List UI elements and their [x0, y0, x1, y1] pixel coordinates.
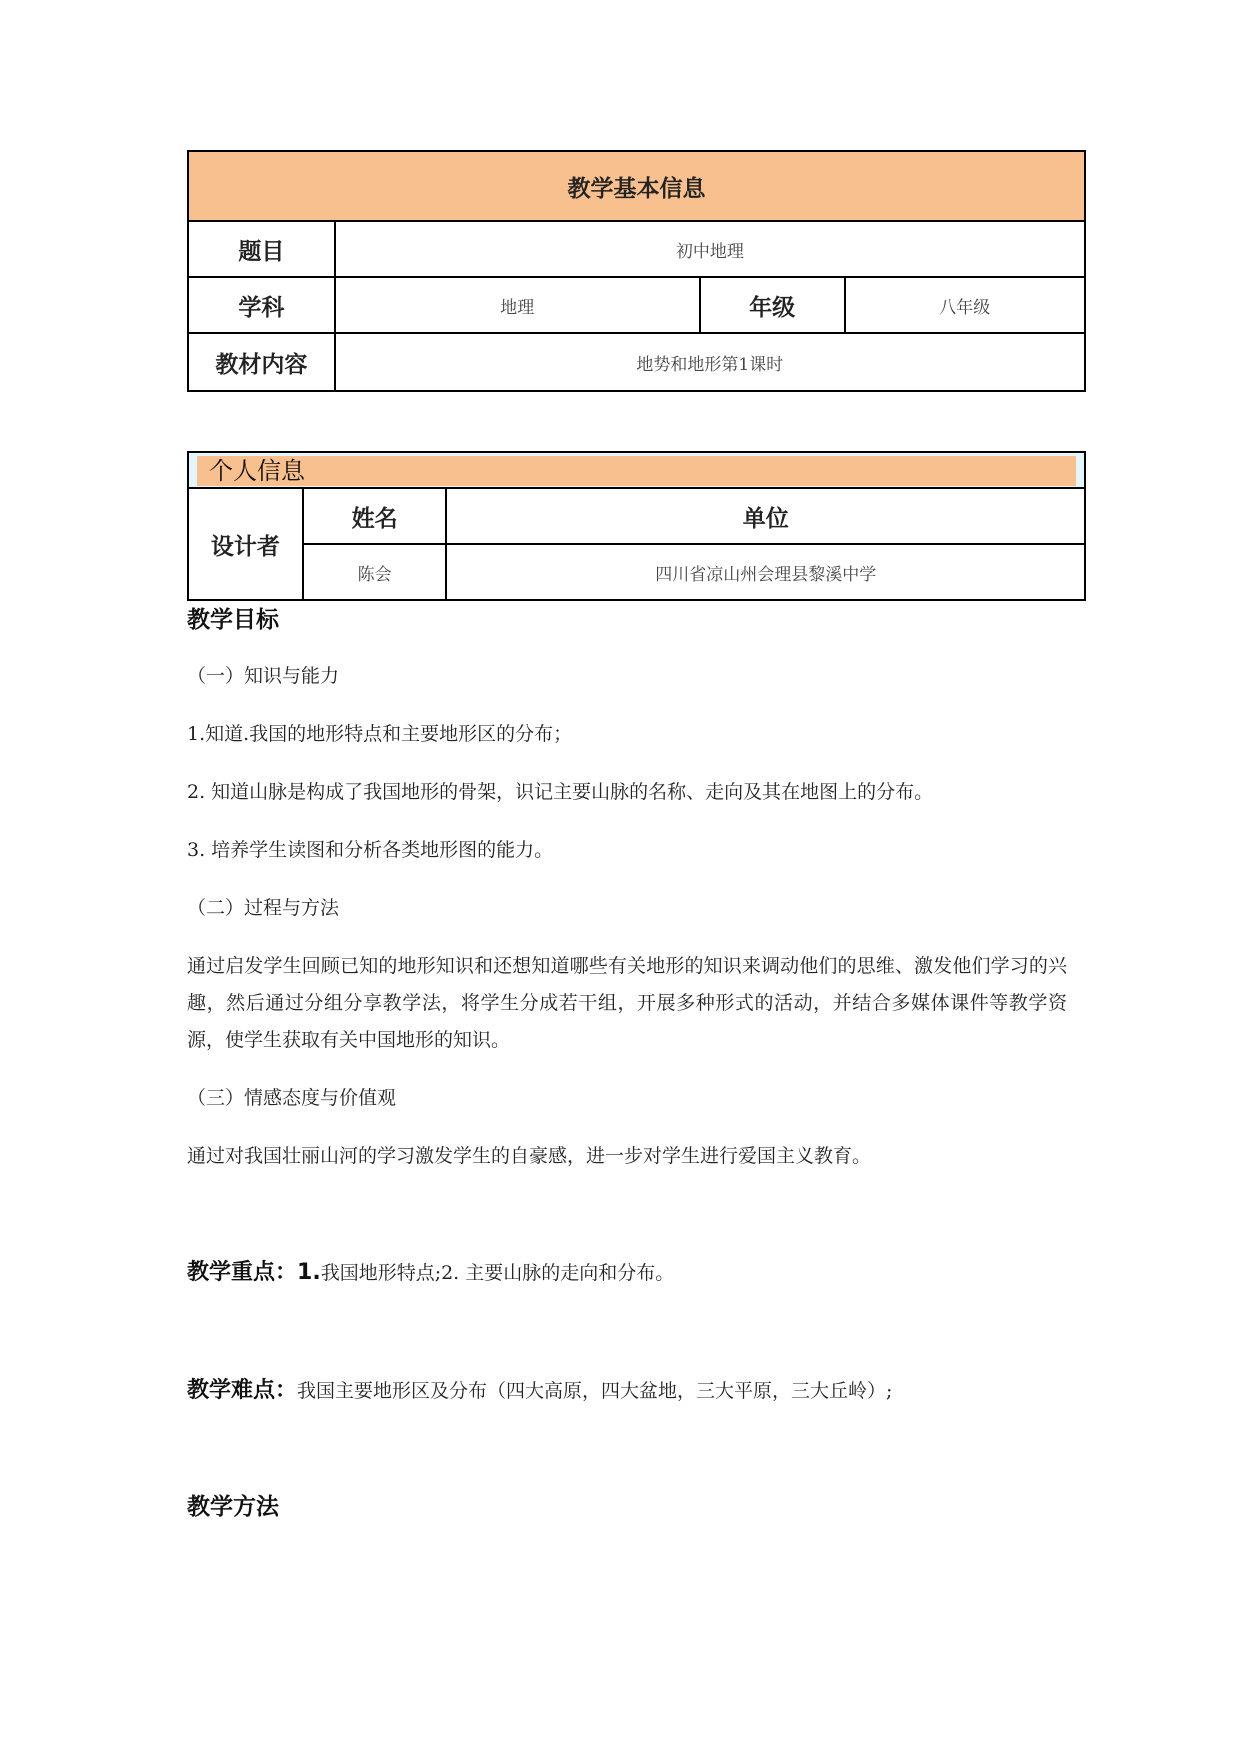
subject-value: 地理	[335, 277, 700, 333]
goals-para3: 通过对我国壮丽山河的学习激发学生的自豪感，进一步对学生进行爱国主义教育。	[187, 1145, 872, 1167]
difficulties-text: 我国主要地形区及分布（四大高原，四大盆地，三大平原，三大丘岭）;	[297, 1380, 893, 1402]
goals-item2: 2. 知道山脉是构成了我国地形的骨架，识记主要山脉的名称、走向及其在地图上的分布。	[187, 781, 934, 803]
goals-sub2: （二）过程与方法	[187, 897, 340, 919]
designer-label: 设计者	[188, 488, 303, 600]
difficulties-label: 教学难点：	[187, 1378, 298, 1403]
key-points-num: 1.	[297, 1260, 321, 1285]
personal-info-title-band	[197, 456, 1076, 486]
personal-info-title: 个人信息	[209, 457, 305, 485]
unit-value: 四川省凉山州会理县黎溪中学	[446, 544, 1085, 600]
grade-value: 八年级	[845, 277, 1085, 333]
personal-info-header-row	[188, 452, 1085, 488]
key-points-label: 教学重点：	[187, 1260, 298, 1285]
personal-info-table	[187, 451, 1086, 601]
methods-heading: 教学方法	[187, 1494, 279, 1520]
goals-item3: 3. 培养学生读图和分析各类地形图的能力。	[187, 839, 554, 861]
grade-label: 年级	[700, 277, 845, 333]
content-value: 地势和地形第1课时	[335, 333, 1085, 391]
goals-item1: 1.知道.我国的地形特点和主要地形区的分布；	[187, 723, 573, 745]
subject-label: 学科	[188, 277, 335, 333]
name-value: 陈会	[303, 544, 447, 600]
goals-heading: 教学目标	[187, 607, 279, 633]
goals-para2: 通过启发学生回顾已知的地形知识和还想知道哪些有关地形的知识来调动他们的思维、激发他们学习的兴趣，然后通过分组分享教学法，将学生分成若干组，开展多种形式的活动，并结合多媒体课件等教学资源，使学生获取有关中国地形的知识。	[187, 955, 1067, 1051]
goals-sub3: （三）情感态度与价值观	[187, 1087, 397, 1109]
goals-sub1: （一）知识与能力	[187, 665, 340, 687]
topic-value: 初中地理	[335, 221, 1085, 277]
topic-label: 题目	[188, 221, 335, 277]
key-points-text: 我国地形特点;2. 主要山脉的走向和分布。	[320, 1262, 675, 1284]
difficulties	[187, 1372, 1067, 1410]
basic-info-title: 教学基本信息	[188, 151, 1085, 221]
name-label: 姓名	[303, 488, 447, 544]
key-points	[187, 1254, 1067, 1292]
unit-label: 单位	[446, 488, 1085, 544]
content-label: 教材内容	[188, 333, 335, 391]
basic-info-table	[187, 150, 1086, 392]
